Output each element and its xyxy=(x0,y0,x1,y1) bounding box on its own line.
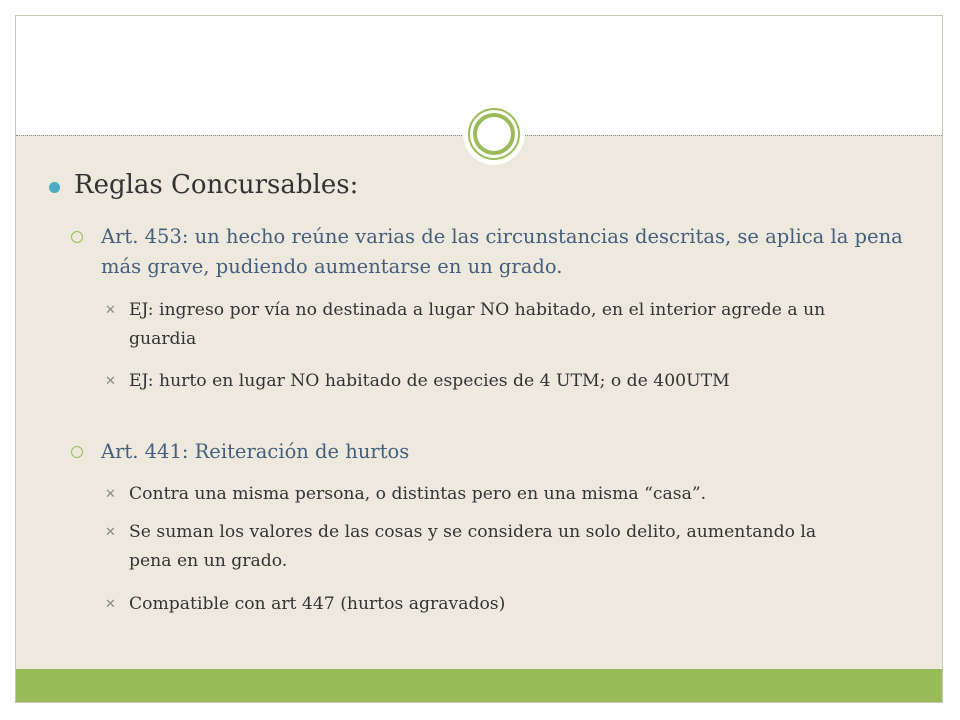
list-item-art-441 xyxy=(101,437,931,467)
sub-list-item xyxy=(105,480,849,509)
x-bullet-icon: ✕ xyxy=(105,597,116,612)
list-item-text: Art. 453: un hecho reúne varias de las circunstancias descritas, se aplica la pena más grave, pudiendo aumentarse en un grado. xyxy=(101,225,903,278)
heading-bullet xyxy=(74,170,358,200)
sub-list-item xyxy=(105,590,849,619)
list-item-art-453 xyxy=(101,222,931,282)
x-bullet-icon: ✕ xyxy=(105,525,116,540)
filled-circle-bullet-icon xyxy=(49,182,60,193)
sub-list-item-text: Compatible con art 447 (hurtos agravados) xyxy=(129,594,506,614)
open-circle-bullet-icon xyxy=(71,446,83,458)
slide-heading: Reglas Concursables: xyxy=(74,170,359,200)
footer-band xyxy=(16,669,942,702)
x-bullet-icon: ✕ xyxy=(105,374,116,389)
double-ring-ornament-icon xyxy=(463,103,525,165)
x-bullet-icon: ✕ xyxy=(105,303,116,318)
sub-list-item-text: EJ: hurto en lugar NO habitado de especies de 4 UTM; o de 400UTM xyxy=(129,371,730,391)
sub-list-item xyxy=(105,367,849,396)
sub-list-item-text: Se suman los valores de las cosas y se considera un solo delito, aumentando la pena en un grado. xyxy=(129,522,817,571)
x-bullet-icon: ✕ xyxy=(105,487,116,502)
sub-list-item-text: EJ: ingreso por vía no destinada a lugar NO habitado, en el interior agrede a un guardia xyxy=(129,300,826,349)
sub-list-item xyxy=(105,518,849,576)
sub-list-item-text: Contra una misma persona, o distintas pero en una misma “casa”. xyxy=(129,484,707,504)
open-circle-bullet-icon xyxy=(71,231,83,243)
list-item-text: Art. 441: Reiteración de hurtos xyxy=(101,440,410,463)
sub-list-item xyxy=(105,296,849,354)
